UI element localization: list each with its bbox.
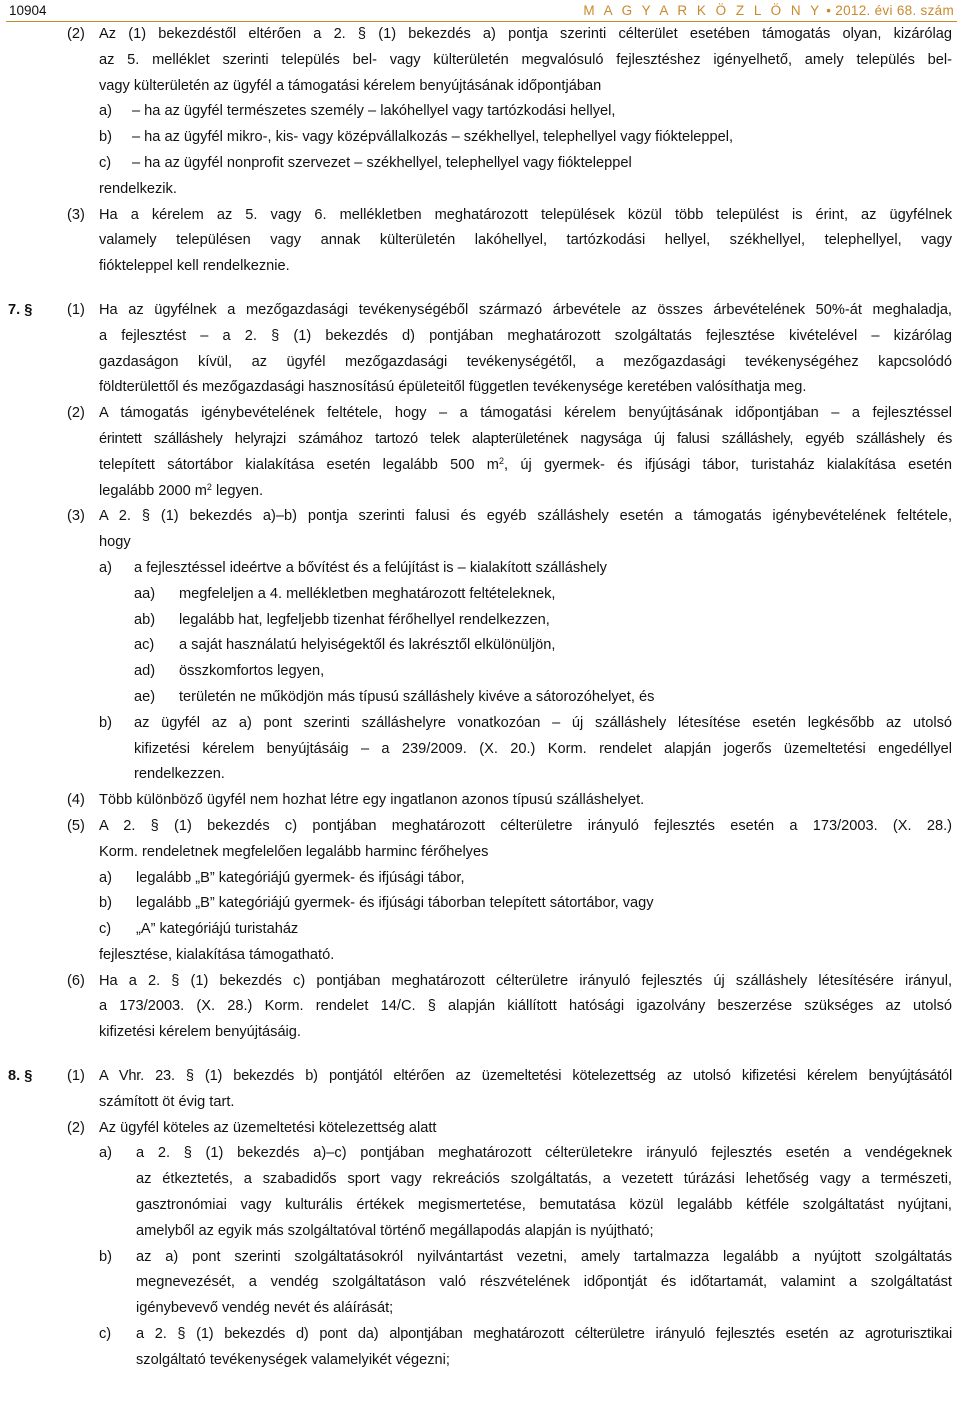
paragraph-7-2-line xyxy=(6,401,957,427)
journal-name: M A G Y A R K Ö Z L Ö N Y xyxy=(583,3,823,18)
sub-list-item xyxy=(6,659,957,685)
text-run: telepített sátortábor kialakítása esetén legalább 500 m xyxy=(99,456,499,473)
paragraph-text: a fejlesztést – a 2. § (1) bekezdés d) pontjában meghatározott szolgáltatás fejlesztése kivételével – kizárólag xyxy=(99,327,952,344)
journal-issue: 2012. évi 68. szám xyxy=(835,3,954,18)
paragraph-label: (3) xyxy=(67,508,85,525)
paragraph-text: rendelkezik. xyxy=(99,180,177,197)
list-item xyxy=(6,556,957,582)
paragraph-text: valamely településen vagy annak külterületén lakóhellyel, tartózkodási hellyel, székhellyel, telephellyel, vagy xyxy=(99,232,952,249)
list-item-line xyxy=(6,737,957,763)
paragraph-text: Ha a kérelem az 5. vagy 6. mellékletben meghatározott települések közül több települést is érint, az ügyfélnek xyxy=(99,206,952,223)
item-text: területén ne működjön más típusú szálláshely kivéve a sátorozóhelyet, és xyxy=(179,688,655,705)
item-label: a) xyxy=(99,103,112,120)
item-text: – ha az ügyfél mikro-, kis- vagy középvállalkozás – székhellyel, telephellyel vagy fiókteleppel, xyxy=(132,129,734,146)
list-item-line xyxy=(6,1193,957,1219)
item-label: b) xyxy=(99,1248,112,1265)
item-text: az a) pont szerinti szolgáltatásokról nyilvántartást vezetni, amely tartalmazza legalább a nyújtott szolgáltatás xyxy=(136,1248,952,1265)
sub-list-item xyxy=(6,608,957,634)
item-label: c) xyxy=(99,921,112,938)
item-label: b) xyxy=(99,714,112,731)
item-label: ab) xyxy=(134,611,156,628)
list-item xyxy=(6,99,957,125)
item-label: ac) xyxy=(134,637,155,654)
paragraph-8-2-line xyxy=(6,1116,957,1142)
list-item-line xyxy=(6,1348,957,1374)
paragraph-text: Az ügyfél köteles az üzemeltetési kötelezettség alatt xyxy=(99,1119,437,1136)
item-label: b) xyxy=(99,895,112,912)
item-text: rendelkezzen. xyxy=(134,766,225,783)
paragraph-8-1-line xyxy=(6,1064,957,1090)
paragraph-6-2-line xyxy=(6,22,957,48)
paragraph-label: (1) xyxy=(67,1068,85,1085)
item-text: összkomfortos legyen, xyxy=(179,663,325,680)
paragraph-text: A támogatás igénybevételének feltétele, hogy – a támogatási kérelem benyújtásának időpontjában – a fejlesztéssel xyxy=(99,405,952,422)
paragraph-text: hogy xyxy=(99,534,131,551)
text-run: , új gyermek- és ifjúsági tábor, turistaház kialakítása esetén xyxy=(503,456,952,473)
item-label: ae) xyxy=(134,688,156,705)
paragraph-6-3-line xyxy=(6,203,957,229)
item-text: legalább „B” kategóriájú gyermek- és ifjúsági tábor, xyxy=(136,869,465,886)
list-item-line xyxy=(6,762,957,788)
list-item xyxy=(6,1141,957,1167)
paragraph-text: A 2. § (1) bekezdés c) pontjában meghatározott célterületre irányuló fejlesztés esetén a 173/2003. (X. 28.) xyxy=(99,817,952,834)
item-label: c) xyxy=(99,154,112,171)
paragraph-text xyxy=(99,453,952,479)
item-text: az ügyfél az a) pont szerinti szálláshelyre vonatkozóan – új szálláshely létesítése esetén legkésőbb az utolsó xyxy=(134,714,952,731)
paragraph-8-1-line xyxy=(6,1090,957,1116)
paragraph-text: kifizetési kérelem benyújtásáig. xyxy=(99,1024,301,1041)
paragraph-text: Több különböző ügyfél nem hozhat létre egy ingatlanon azonos típusú szálláshelyet. xyxy=(99,792,645,809)
paragraph-text: érintett szálláshely helyrajzi számához tartozó telek alapterületének nagysága új falusi szálláshely, egyéb szálláshely és xyxy=(99,430,952,447)
item-label: a) xyxy=(99,1145,112,1162)
paragraph-text: földterülettől és mezőgazdasági hasznosítású épületeitől független tevékenysége keretében valósíthatja meg. xyxy=(99,379,807,396)
list-item-line xyxy=(6,1296,957,1322)
item-text: amelyből az egyik más szolgáltatóval történő megállapodás alapján is nyújtható; xyxy=(136,1222,654,1239)
paragraph-label: (5) xyxy=(67,817,85,834)
paragraph-6-2-line xyxy=(6,48,957,74)
paragraph-7-1-line xyxy=(6,350,957,376)
superscript: 2 xyxy=(498,455,504,466)
paragraph-7-1-line xyxy=(6,298,957,324)
section-number: 8. § xyxy=(8,1068,33,1085)
item-text: kifizetési kérelem benyújtásáig – a 239/2009. (X. 20.) Korm. rendelet alapján jogerős üzemeltetési engedéllyel xyxy=(134,740,952,757)
page-header xyxy=(6,0,957,22)
paragraph-text: fiókteleppel kell rendelkeznie. xyxy=(99,258,290,275)
paragraph-label: (2) xyxy=(67,1119,85,1136)
page-number: 10904 xyxy=(9,3,47,18)
paragraph-7-2-line xyxy=(6,453,957,479)
paragraph-6-3-line xyxy=(6,228,957,254)
item-label: a) xyxy=(99,559,112,576)
item-text: a 2. § (1) bekezdés d) pont da) alpontjában meghatározott célterületre irányuló fejlesztés esetén az agroturisztikai xyxy=(136,1326,952,1343)
item-text: a fejlesztéssel ideértve a bővítést és a felújítást is – kialakított szálláshely xyxy=(134,559,607,576)
paragraph-label: (3) xyxy=(67,206,85,223)
paragraph-text: a 173/2003. (X. 28.) Korm. rendelet 14/C. § alapján kiállított hatósági igazolvány beszerzése szükséges az utolsó xyxy=(99,998,952,1015)
list-item xyxy=(6,125,957,151)
text-run: legalább 2000 m xyxy=(99,482,207,499)
superscript: 2 xyxy=(206,481,212,492)
paragraph-end xyxy=(6,943,957,969)
paragraph-text: Korm. rendeletnek megfelelően legalább harminc férőhelyes xyxy=(99,843,489,860)
paragraph-6-2-line xyxy=(6,74,957,100)
paragraph-7-1-line xyxy=(6,375,957,401)
paragraph-7-6-line xyxy=(6,994,957,1020)
item-text: – ha az ügyfél természetes személy – lakóhellyel vagy tartózkodási hellyel, xyxy=(132,103,616,120)
item-text: szolgáltató tevékenységek valamelyikét végezni; xyxy=(136,1351,450,1368)
list-item xyxy=(6,711,957,737)
paragraph-7-2-line xyxy=(6,427,957,453)
paragraph-text: A Vhr. 23. § (1) bekezdés b) pontjától eltérően az üzemeltetési kötelezettség az utolsó kifizetési kérelem benyújtásától xyxy=(99,1068,952,1085)
item-text: a 2. § (1) bekezdés a)–c) pontjában meghatározott célterületekre irányuló fejlesztés esetén a vendégeknek xyxy=(136,1145,952,1162)
sub-list-item xyxy=(6,685,957,711)
paragraph-end xyxy=(6,177,957,203)
item-text: – ha az ügyfél nonprofit szervezet – székhellyel, telephellyel vagy fiókteleppel xyxy=(132,154,632,171)
paragraph-text xyxy=(99,479,263,505)
paragraph-label: (6) xyxy=(67,972,85,989)
paragraph-7-4-line xyxy=(6,788,957,814)
item-text: az étkeztetés, a szabadidős sport vagy rekreációs szolgáltatás, a vezetett túrázási lehetőség vagy a természeti, xyxy=(136,1171,952,1188)
item-text: igénybevevő vendég nevét és aláírását; xyxy=(136,1300,394,1317)
item-label: aa) xyxy=(134,585,156,602)
sub-list-item xyxy=(6,582,957,608)
paragraph-7-2-line xyxy=(6,479,957,505)
paragraph-text: Ha az ügyfélnek a mezőgazdasági tevékenységéből származó árbevétele az összes árbevételének 50%-át meghaladja, xyxy=(99,301,952,318)
paragraph-7-5-line xyxy=(6,814,957,840)
list-item xyxy=(6,917,957,943)
item-text: legalább hat, legfeljebb tizenhat férőhellyel rendelkezzen, xyxy=(179,611,550,628)
paragraph-text: Ha a 2. § (1) bekezdés c) pontjában meghatározott célterületre irányuló fejlesztés új szálláshely létesítésére irányul, xyxy=(99,972,952,989)
journal-title: M A G Y A R K Ö Z L Ö N Y • 2012. évi 68. szám xyxy=(583,3,954,18)
paragraph-7-1-line xyxy=(6,324,957,350)
item-text: megfeleljen a 4. mellékletben meghatározott feltételeknek, xyxy=(179,585,556,602)
item-text: a saját használatú helyiségektől és lakrésztől elkülönüljön, xyxy=(179,637,556,654)
section-number: 7. § xyxy=(8,301,33,318)
paragraph-label: (4) xyxy=(67,792,85,809)
paragraph-text: Az (1) bekezdéstől eltérően a 2. § (1) bekezdés a) pontja szerinti célterület esetében támogatás olyan, kizárólag xyxy=(99,26,952,42)
list-item-line xyxy=(6,1219,957,1245)
item-label: ad) xyxy=(134,663,156,680)
paragraph-7-5-line xyxy=(6,840,957,866)
paragraph-text: gazdaságon kívül, az ügyfél mezőgazdasági tevékenységétől, a mezőgazdasági tevékenységéhez kapcsolódó xyxy=(99,353,952,370)
item-text: gasztronómiai vagy kulturális értékek megismertetése, bemutatása közül legalább kétféle szolgáltatást nyújtani, xyxy=(136,1197,952,1214)
list-item xyxy=(6,1322,957,1348)
list-item-line xyxy=(6,1167,957,1193)
item-label: b) xyxy=(99,129,112,146)
paragraph-text: az 5. melléklet szerinti település bel- vagy külterületén megvalósuló fejlesztéshez igényelhető, amely település bel- xyxy=(99,51,952,68)
paragraph-7-3-line xyxy=(6,530,957,556)
paragraph-7-6-line xyxy=(6,969,957,995)
paragraph-6-3-line xyxy=(6,254,957,280)
text-run: legyen. xyxy=(211,482,264,499)
paragraph-7-3-line xyxy=(6,504,957,530)
list-item xyxy=(6,151,957,177)
paragraph-text: A 2. § (1) bekezdés a)–b) pontja szerinti falusi és egyéb szálláshely esetén a támogatás igénybevételének feltétele, xyxy=(99,508,952,525)
paragraph-text: vagy külterületén az ügyfél a támogatási kérelem benyújtásának időpontjában xyxy=(99,77,602,94)
paragraph-7-6-line xyxy=(6,1020,957,1046)
item-text: megnevezését, a vendég szolgáltatáson való részvételének időpontját és időtartamát, valamint a szolgáltatást xyxy=(136,1274,952,1291)
paragraph-text: számított öt évig tart. xyxy=(99,1093,235,1110)
item-text: legalább „B” kategóriájú gyermek- és ifjúsági táborban telepített sátortábor, vagy xyxy=(136,895,654,912)
list-item xyxy=(6,866,957,892)
paragraph-label: (1) xyxy=(67,301,85,318)
paragraph-text: fejlesztése, kialakítása támogatható. xyxy=(99,946,335,963)
paragraph-label: (2) xyxy=(67,26,85,42)
sub-list-item xyxy=(6,633,957,659)
item-label: a) xyxy=(99,869,112,886)
paragraph-label: (2) xyxy=(67,405,85,422)
list-item xyxy=(6,891,957,917)
list-item-line xyxy=(6,1270,957,1296)
item-text: „A” kategóriájú turistaház xyxy=(136,921,299,938)
list-item xyxy=(6,1245,957,1271)
item-label: c) xyxy=(99,1326,112,1343)
